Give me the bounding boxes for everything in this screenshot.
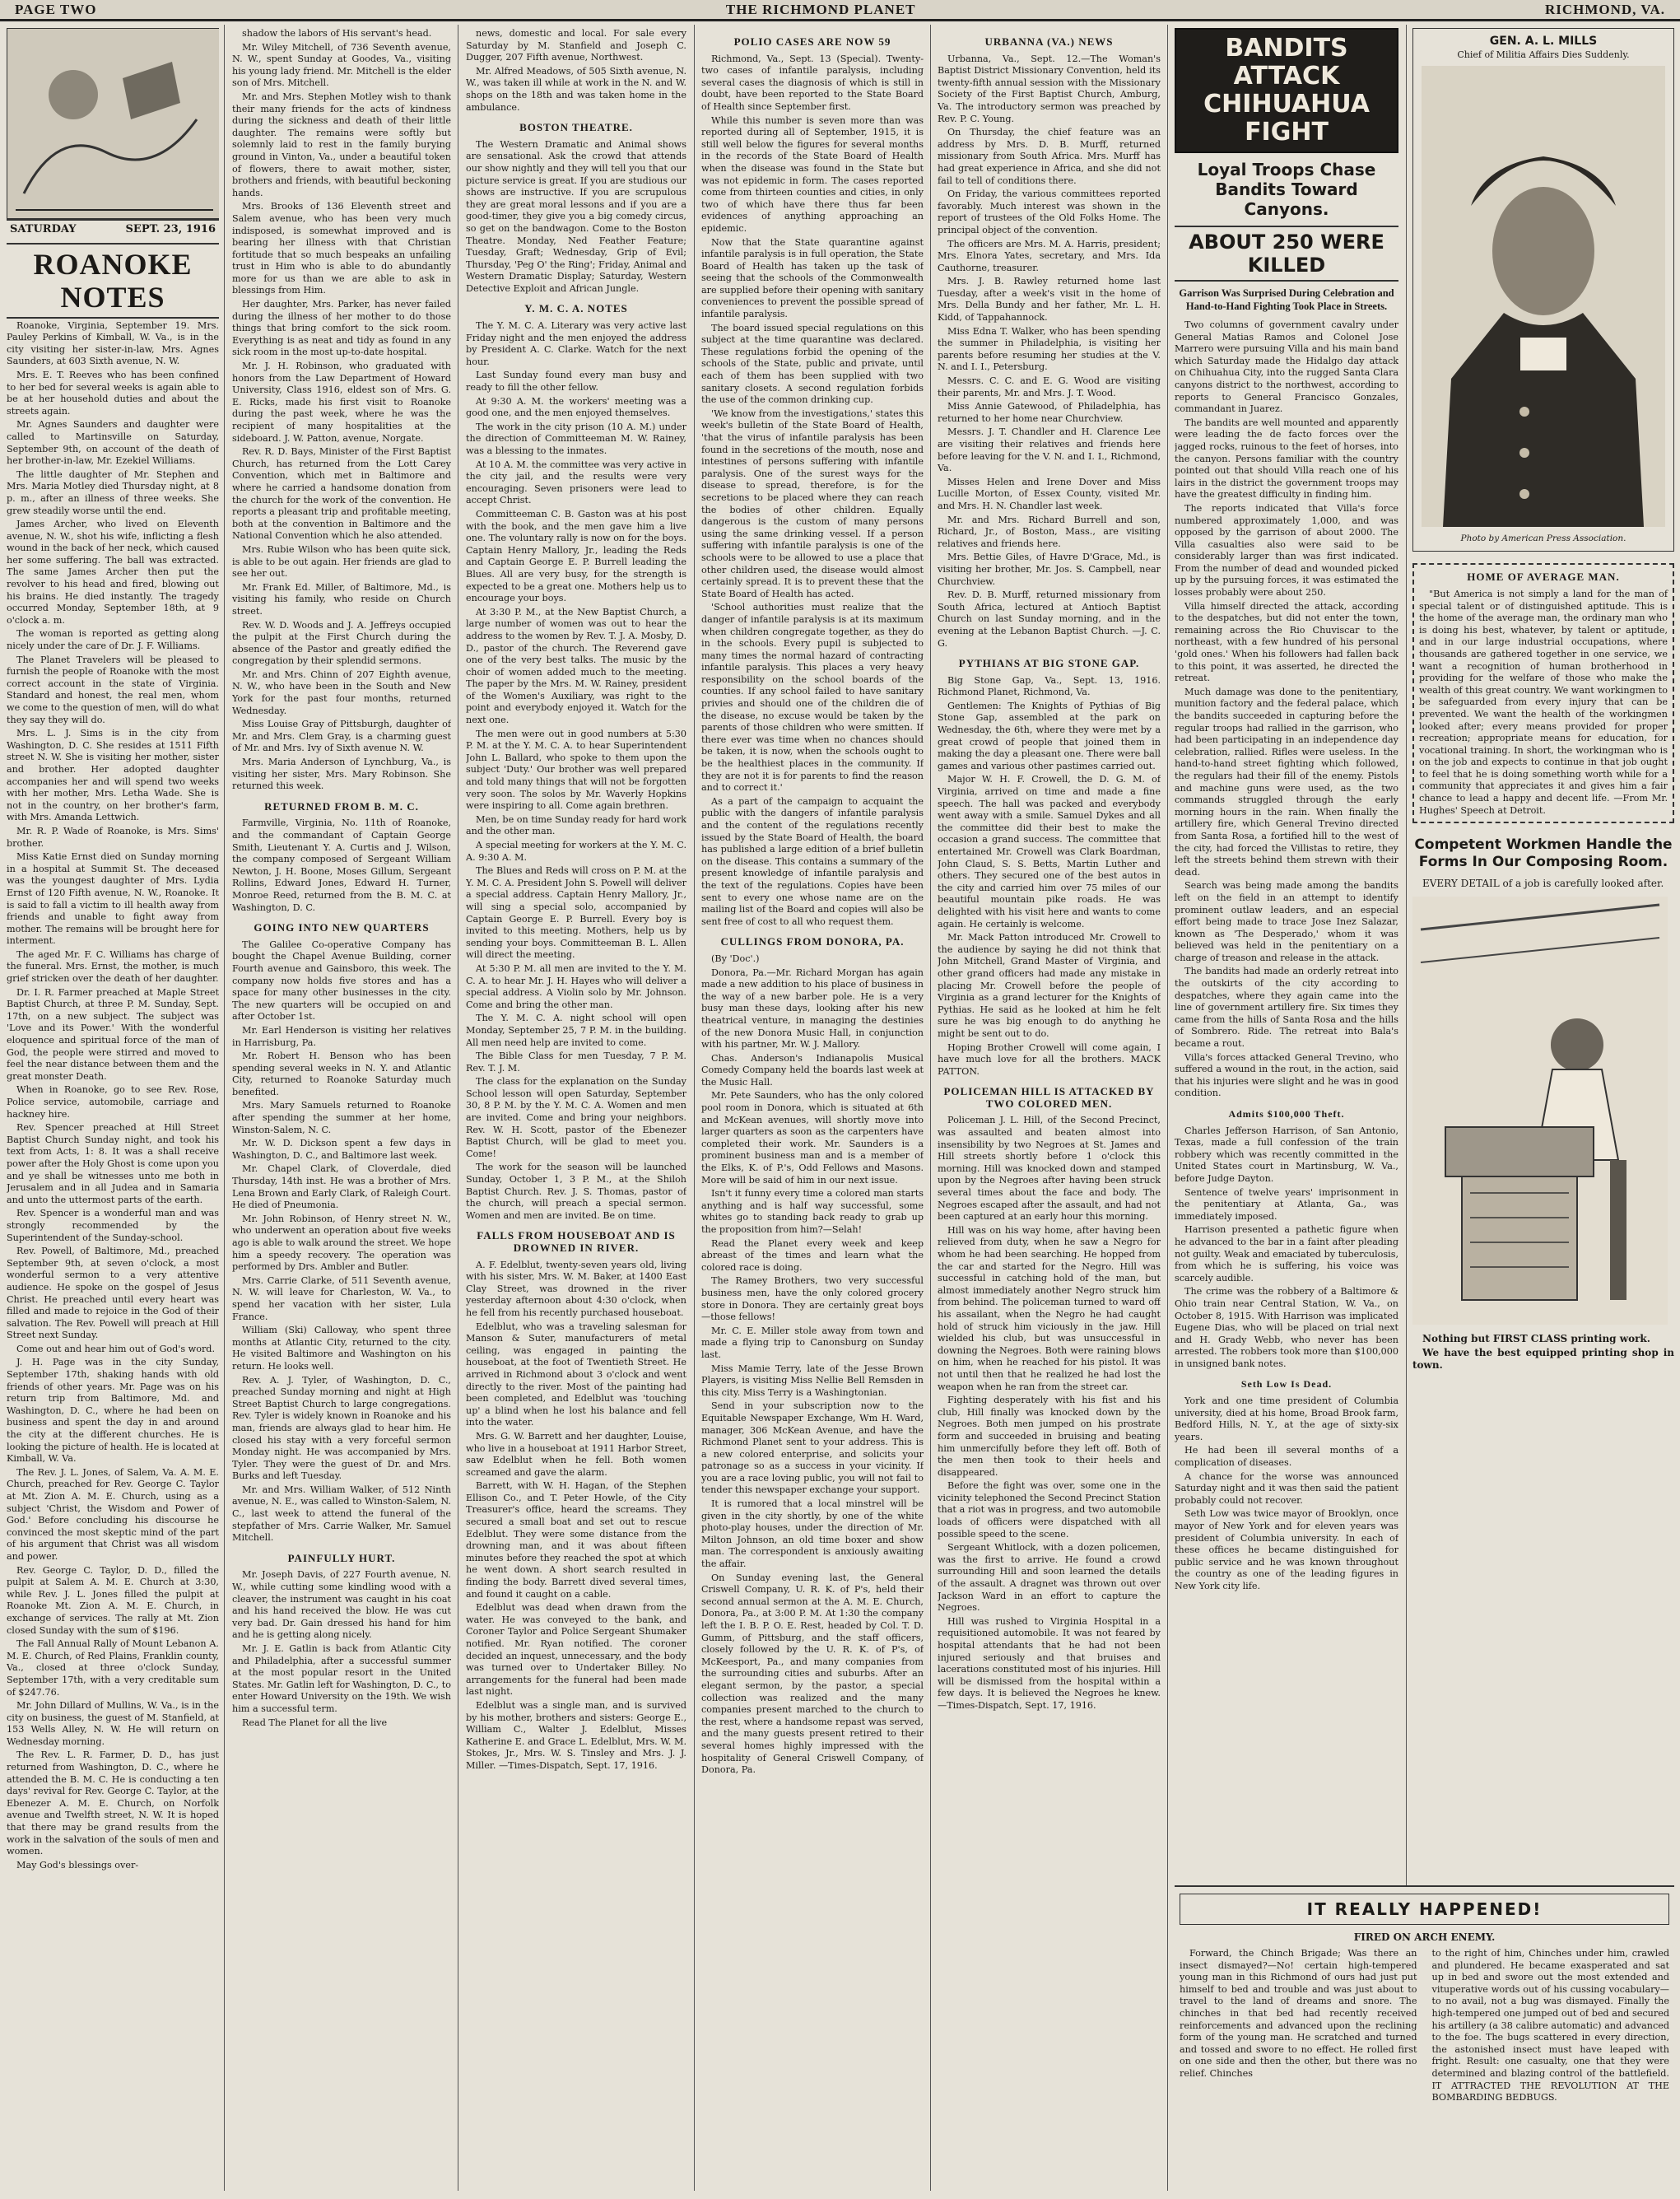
article-paragraph: Mrs. Mary Samuels returned to Roanoke after spending the summer at her home, Winston-Salem, N. C. bbox=[232, 1100, 451, 1135]
article-paragraph: The aged Mr. F. C. Williams has charge of the funeral. Mrs. Ernst, the mother, is much grief stricken over the death of her daughter. bbox=[7, 948, 219, 985]
headline-banner bbox=[1175, 28, 1398, 153]
article-paragraph: On Thursday, the chief feature was an address by Mrs. D. B. Murff, returned missionary from South Africa. Mrs. Murff has had great experience in Africa, and she did not fail to tell of conditions there. bbox=[938, 127, 1161, 186]
article-paragraph: At 10 A. M. the committee was very active in the city jail, and the results were very encouraging. Seven prisoners were lead to accept Christ. bbox=[466, 459, 686, 506]
it-really-happened-subhead: FIRED ON ARCH ENEMY. bbox=[1353, 1931, 1496, 1943]
article-paragraph: Harrison presented a pathetic figure when he advanced to the bar in a faint after pleading not guilty. Weak and emaciated by tuberculosis, from which he is suffering, his voice was scarcely audible. bbox=[1175, 1224, 1398, 1284]
column-1 bbox=[7, 28, 219, 2191]
article-paragraph: Mr. Earl Henderson is visiting her relatives in Harrisburg, Pa. bbox=[232, 1024, 451, 1048]
article-paragraph: Rev. Powell, of Baltimore, Md., preached September 9th, at seven o'clock, a most wonderful sermon to a very attentive audience. He spoke on the gospel of Jesus Christ. He preached until every heart was filled and made to rejoice in the God of their salvation. The Rev. Powell will preach at Hill Street next Sunday. bbox=[7, 1246, 219, 1341]
column-rule bbox=[1167, 25, 1168, 2191]
article-paragraph: Gentlemen: The Knights of Pythias of Big Stone Gap, assembled at the park on Wednesday, the 6th, where they were met by a great crowd of people that joined them in making the day a pleasant one. There were ball games and various other pastimes carried out. bbox=[938, 700, 1161, 771]
article-paragraph: Mrs. Brooks of 136 Eleventh street and Salem avenue, who has been very much indisposed, is somewhat improved and is bearing her illness with that Christian fortitude that so much bespeaks an unfailing trust in Him who is able to do abundantly more for us than we are able to ask in blessings from Him. bbox=[232, 201, 451, 296]
article-paragraph: Mr. Alfred Meadows, of 505 Sixth avenue, N. W., was taken ill while at work in the N. and W. shops on the 18th and was taken home in the ambulance. bbox=[466, 65, 686, 113]
article-paragraph: Read The Planet for all the live bbox=[242, 1717, 388, 1728]
article-paragraph: The Western Dramatic and Animal shows are sensational. Ask the crowd that attends our show nightly and they will tell you that our picture service is great. If you are studious our shows are instructive. If you are scrupulous they are great moral lessons and if you are a good-timer, they give you a big comedy circus, so get on the bandwagon. Come to the Boston Theatre. Monday, Ned Feather Feature; Tuesday, Graft; Wednesday, Grip of Evil; Thursday, 'Peg O' the Ring'; Friday, Animal and Western Dramatic Display; Saturday, Western Detective Exploit and African Jungle. bbox=[466, 138, 686, 294]
home-of-average-man-text: "But America is not simply a land for the man of special talent or of distinguished aptitude. This is the home of the average man, the ordinary man who is doing his best, whatever, by talent or aptitude, and in our large industrial occupations, where thousands are gathered together in one service, we want a recognition of human brotherhood in providing for the welfare of those who make the wealth of this great country. We want workingmen to be safeguarded from every injury that can be prevented. We want the health of the workingmen looked after; every means provided for proper recreation; appropriate means for education, for vocational training. In short, the workingman who is on the job and expects to continue in that job ought to feel that he is doing something worth while for a community that appreciates it and gives him a fair chance to lead a happy and decent life. —From Mr. Hughes' Speech at Detroit. bbox=[1419, 588, 1668, 816]
article-paragraph: Mr. Chapel Clark, of Cloverdale, died Thursday, 14th inst. He was a brother of Mrs. Lena Brown and Early Clark, of Raleigh Court. He died of Pneumonia. bbox=[232, 1163, 451, 1211]
article-paragraph: Hill was rushed to Virginia Hospital in a requisitioned automobile. It was not feared by hospital attendants that he had not been injured seriously and that bruises and lacerations constituted most of his injuries. Hill will be dismissed from the hospital within a few days. It is believed the Negroes he knew. —Times-Dispatch, Sept. 17, 1916. bbox=[938, 1615, 1161, 1711]
column-4-body bbox=[701, 36, 924, 1777]
article-paragraph: Mr. John Dillard of Mullins, W. Va., is in the city on business, the guest of M. Stanfield, at 153 Wells Alley, N. W. He will return on Wednesday morning. bbox=[7, 1700, 219, 1747]
article-headline: CULLINGS FROM DONORA, PA. bbox=[720, 935, 905, 948]
article-paragraph: Mr. Joseph Davis, of 227 Fourth avenue, N. W., while cutting some kindling wood with a cleaver, the instrument was caught in his coat and his hand received the blow. He was cut very bad. Dr. Gain dressed his hand for him and he is getting along nicely. bbox=[232, 1569, 451, 1641]
article-paragraph: Misses Helen and Irene Dover and Miss Lucille Morton, of Essex County, visited Mr. and Mrs. H. N. Chandler last week. bbox=[938, 476, 1161, 511]
print-shop-ad-footer-2: We have the best equipped printing shop in town. bbox=[1412, 1347, 1674, 1371]
column-4 bbox=[701, 28, 924, 2191]
newspaper-name: THE RICHMOND PLANET bbox=[725, 1, 916, 17]
article-paragraph: Search was being made among the bandits left on the field in an attempt to identify prominent outlaw leaders, and an especial effort being made to trace Jose Inez Salazar, known as 'The Desperado,' whom it was believed was held in the penitentiary on a charge of treason and release in the attack. bbox=[1175, 880, 1398, 963]
article-paragraph: The Planet Travelers will be pleased to furnish the people of Roanoke with the most correct account in the state of Virginia. Standard and honest, the real men, whom we come to the question of men, will do what they say they will do. bbox=[7, 654, 219, 725]
article-paragraph: Mr. and Mrs. William Walker, of 512 Ninth avenue, N. E., was called to Winston-Salem, N. C., last week to attend the funeral of the stepfather of Mrs. Carrie Walker, Mr. Samuel Mitchell. bbox=[232, 1484, 451, 1544]
seth-low-article bbox=[1175, 1395, 1398, 1593]
subheadline-2: ABOUT 250 WERE KILLED bbox=[1175, 226, 1398, 282]
article-paragraph: Much damage was done to the penitentiary, munition factory and the federal palace, which the bandits succeeded in capturing before the regular troops had rallied in the garrison, who had been participating in an independence day celebration, rallied. Rifles were useless. In the hand-to-hand street fighting which followed, the regulars had their fill of the enemy. Pistols and machine guns were used, as the two commands struggled through the early morning hours in the rain. When finally the artillery fire, which General Trevino directed from Santa Rosa, a fortified hill to the west of the city, had forced the Villistas to retire, they left the streets behind them strewn with their dead. bbox=[1175, 686, 1398, 878]
article-paragraph: The Rev. J. L. Jones, of Salem, Va. A. M. E. Church, preached for Rev. George C. Taylor at Mt. Zion A. M. E. Church, using as a subject 'Christ, the Wisdom and Power of God.' Before concluding his discourse he convinced the most skeptic mind of the part of his argument that Christ was all wisdom and power. bbox=[7, 1466, 219, 1562]
column-rule bbox=[930, 25, 931, 2191]
article-paragraph: shadow the labors of His servant's head. bbox=[242, 28, 432, 39]
article-headline: PAINFULLY HURT. bbox=[287, 1551, 396, 1564]
article-headline: URBANNA (VA.) NEWS bbox=[984, 35, 1114, 48]
decorative-illustration-icon bbox=[7, 29, 219, 218]
article-paragraph: The Bible Class for men Tuesday, 7 P. M. Rev. T. J. M. bbox=[466, 1051, 686, 1074]
article-paragraph: Mr. Pete Saunders, who has the only colored pool room in Donora, which is situated at 6th and McKean avenues, will shortly move into larger quarters as soon as the carpenters have completed their work. Mr. Saunders is a prominent business man and is a member of the Elks, K. of P.'s, Odd Fellows and Masons. More will be said of him in our next issue. bbox=[701, 1090, 924, 1186]
portrait-title: GEN. A. L. MILLS bbox=[1489, 35, 1598, 48]
it-really-happened-text-left: Forward, the Chinch Brigade; Was there an insect dismayed?—No! certain high-tempered young man in this Richmond of ours had just put himself to bed and trouble and was just about to travel to the land of dreams and snore. The chinches in that bed had recently received reinforcements and advanced upon the reclining form of the young man. He scratched and turned and tossed and swore to no effect. He rolled first on one side and then the other, but there was no relief. Chinches bbox=[1180, 1948, 1417, 2079]
article-paragraph: Edelblut was dead when drawn from the water. He was conveyed to the bank, and Coroner Taylor and Police Sergeant Shumaker notified. Mr. Ryan notified. The coroner decided an inquest, unnecessary, and the body was turned over to Undertaker Billey. No arrangements for the funeral had been made last night. bbox=[466, 1602, 686, 1698]
article-paragraph: On Sunday evening last, the General Criswell Company, U. R. K. of P's, held their second annual sermon at the A. M. E. Church, Donora, Pa., at 3:00 P. M. At 1:30 the company left the I. B. P. O. E. Rest, headed by Col. T. D. Gumm, of Pittsburg, and the staff officers, closely followed by the U. R. K. of P's, of McKeesport, Pa., and many companies from the surrounding cities and suburbs. After an elegant sermon, by the pastor, a special collection was realized and the many companies present marched to the church to the rest, where a handsome repast was served, and the many guests present retired to their several homes highly impressed with the hospitality of General Criswell Company, of Donora, Pa. bbox=[701, 1572, 924, 1776]
seth-low-headline: Seth Low Is Dead. bbox=[1240, 1378, 1333, 1391]
article-paragraph: At 9:30 A. M. the workers' meeting was a good one, and the men enjoyed themselves. bbox=[466, 395, 686, 419]
column-7 bbox=[1412, 28, 1674, 2191]
article-paragraph: Mr. C. E. Miller stole away from town and made a flying trip to Canonsburg on Sunday last. bbox=[701, 1325, 924, 1360]
article-paragraph: Miss Mamie Terry, late of the Jesse Brown Players, is visiting Miss Nellie Bell Remsden in this city. Miss Terry is a Washingtonian. bbox=[701, 1363, 924, 1398]
article-paragraph: Come out and hear him out of God's word. bbox=[16, 1343, 216, 1354]
article-paragraph: The officers are Mrs. M. A. Harris, president; Mrs. Elnora Yates, secretary, and Mrs. Ida Cauthorne, treasurer. bbox=[938, 238, 1161, 273]
article-paragraph: Mrs. J. B. Rawley returned home last Tuesday, after a week's visit in the home of Mrs. Della Bundy and her father, Mr. L. H. Kidd, of Tappahannock. bbox=[938, 276, 1161, 324]
article-paragraph: Rev. W. D. Woods and J. A. Jeffreys occupied the pulpit at the First Church during the absence of the Pastor and greatly edified the congregation by their splendid sermons. bbox=[232, 619, 451, 667]
article-paragraph: The Fall Annual Rally of Mount Lebanon A. M. E. Church, of Red Plains, Franklin county, Va., closed at three o'clock Sunday, September 17th, with a very creditable sum of $247.76. bbox=[7, 1638, 219, 1698]
article-paragraph: Roanoke, Virginia, September 19. Mrs. Pauley Perkins of Kimball, W. Va., is in the city visiting her sister-in-law, Mrs. Agnes Saunders, at 603 Sixth avenue, N. W. bbox=[7, 319, 219, 367]
dateline bbox=[7, 219, 219, 238]
article-paragraph: Sergeant Whitlock, with a dozen policemen, was the first to arrive. He found a crowd surrounding Hill and soon learned the details of the assault. A dragnet was thrown out over Jackson Ward in an effort to capture the Negroes. bbox=[938, 1542, 1161, 1614]
print-shop-ad bbox=[1412, 836, 1674, 1371]
column-rule bbox=[1406, 25, 1407, 2191]
article-paragraph: Her daughter, Mrs. Parker, has never failed during the illness of her mother to do those things that bring comfort to the sick room. Everything is as neat and tidy as found in any sick room in the most up-to-date hospital. bbox=[232, 299, 451, 358]
article-paragraph: The bandits had made an orderly retreat into the outskirts of the city according to despatches, where they again came into the line of government artillery fire. Six times they came from the hills of Santa Rosa and the hills of Sombrero. Ride. The retreat into Bala's became a rout. bbox=[1175, 966, 1398, 1050]
article-paragraph: The little daughter of Mr. Stephen and Mrs. Maria Motley died Thursday night, at 8 p. m., after an illness of three weeks. She grew steadily worse until the end. bbox=[7, 468, 219, 516]
article-paragraph: Edelblut, who was a traveling salesman for Manson & Suter, manufacturers of metal ceiling, was engaged in painting the houseboat, at the foot of Twentieth Street. He arrived in Richmond about 3 o'clock and went directly to the river. Most of the painting had been completed, and Edelblut was 'touching up' a blind when he lost his balance and fell into the water. bbox=[466, 1321, 686, 1428]
article-paragraph: He had been ill several months of a complication of diseases. bbox=[1175, 1445, 1398, 1469]
article-paragraph: Mrs. Carrie Clarke, of 511 Seventh avenue, N. W. will leave for Charleston, W. Va., to spend her vacation with her sister, Lula France. bbox=[232, 1274, 451, 1322]
portrait-photo-icon bbox=[1422, 66, 1665, 527]
article-paragraph: Sentence of twelve years' imprisonment in the penitentiary at Atlanta, Ga., was immediately imposed. bbox=[1175, 1186, 1398, 1222]
article-headline: RETURNED FROM B. M. C. bbox=[264, 799, 419, 813]
article-paragraph: Messrs. J. T. Chandler and H. Clarence Lee are visiting their relatives and friends here before leaving for the V. N. and I. I., Richmond, Va. bbox=[938, 426, 1161, 474]
home-of-average-man-headline: HOME OF AVERAGE MAN. bbox=[1467, 571, 1620, 584]
article-paragraph: Now that the State quarantine against infantile paralysis is in full operation, the State Board of Health has taken up the task of seeing that the schools of the Commonwealth are supplied before their opening with sanitary conveniences to prevent the possible spread of infantile paralysis. bbox=[701, 236, 924, 320]
column-5-body bbox=[938, 36, 1161, 1712]
article-paragraph: Mr. and Mrs. Stephen Motley wish to thank their many friends for the acts of kindness during the sickness and death of their little daughter. The remains were softly but solemnly laid to rest in the family burying ground in Vinton, Va., under a beautiful token of flowers, there to await mother, sister, brothers and friends, with beautiful beckoning hands. bbox=[232, 91, 451, 198]
column-1-body bbox=[7, 320, 219, 1872]
article-paragraph: Rev. Spencer preached at Hill Street Baptist Church Sunday night, and took his text from Acts, 1: 8. It was a shall receive power after the Holy Ghost is come upon you and ye shall be witnesses unto me both in Jerusalem and in all Judea and in Samaria and unto the uttermost parts of the earth. bbox=[7, 1122, 219, 1205]
portrait-box bbox=[1412, 28, 1674, 552]
article-paragraph: As a part of the campaign to acquaint the public with the dangers of infantile paralysis and the content of the regulations recently issued by the State Board of Health, the board has published a large edition of a brief bulletin on the disease. This contains a summary of the present knowledge of infantile paralysis and the text of the regulations. Copies have been sent to every one whose name are on the mailing list of the Board and copies will also be sent free of cost to all who request them. bbox=[701, 795, 924, 927]
article-paragraph: Mrs. L. J. Sims is in the city from Washington, D. C. She resides at 1511 Fifth street N. W. She is visiting her mother, sister and brother. Her adopted daughter accompanies her and will spend two weeks with her mother, Mrs. Letha Wade. She is not in the country, on her brother's farm, with Mrs. Amanda Lettwich. bbox=[7, 728, 219, 823]
article-paragraph: Mrs. G. W. Barrett and her daughter, Louise, who live in a houseboat at 1911 Harbor Street, saw Edelblut when he fell. Both women screamed and gave the alarm. bbox=[466, 1430, 686, 1478]
article-paragraph: Hoping Brother Crowell will come again, I have much love for all the brothers. MACK PATTON. bbox=[938, 1041, 1161, 1077]
article-paragraph: Mr. J. E. Gatlin is back from Atlantic City and Philadelphia, after a successful summer at the most popular resort in the United States. Mr. Gatlin left for Washington, D. C., to enter Howard University on the 19th. We wish him a successful term. bbox=[232, 1643, 451, 1714]
article-paragraph: Mrs. Bettie Giles, of Havre D'Grace, Md., is visiting her brother, Mr. Jos. S. Campbell, near Churchview. bbox=[938, 552, 1161, 587]
article-paragraph: A special meeting for workers at the Y. M. C. A. 9:30 A. M. bbox=[466, 840, 686, 863]
article-paragraph: It is rumored that a local minstrel will be given in the city shortly, by one of the white photo-play houses, under the direction of Mr. Milton Johnson, an old time boxer and show man. The correspondent is anxiously awaiting the affair. bbox=[701, 1498, 924, 1570]
article-paragraph: Fighting desperately with his fist and his club, Hill finally was knocked down by the Negroes. Both men jumped on his prostrate form and succeeded in bruising and beating him unmercifully before they left off. Both of the men then took to their heels and disappeared. bbox=[938, 1395, 1161, 1478]
column-6-body bbox=[1175, 319, 1398, 1100]
article-headline: Y. M. C. A. NOTES bbox=[524, 302, 628, 315]
article-paragraph: Mr. Agnes Saunders and daughter were called to Martinsville on Saturday, September 9th, on account of the death of her brother-in-law, Mr. Ezekiel Williams. bbox=[7, 419, 219, 467]
article-paragraph: Major W. H. F. Crowell, the D. G. M. of Virginia, arrived on time and made a fine speech. The hall was packed and everybody went away with a smile. Samuel Dykes and all the committee did their best to make the occasion a grand success. The committee that entertained Mr. Crowell was Clark Boardman, John Claud, S. S. Betts, Martin Luther and others. They secured one of the best autos in the city and carried him over 75 miles of our beautiful mountain pike roads. He was delighted with his visit here and wants to come again. He certainly is welcome. bbox=[938, 774, 1161, 929]
article-paragraph: At 5:30 P. M. all men are invited to the Y. M. C. A. to hear Mr. J. H. Hayes who will deliver a special address. A Violin solo by Mr. Johnson. Come and bring the other man. bbox=[466, 962, 686, 1010]
article-paragraph: Mrs. E. T. Reeves who has been confined to her bed for several weeks is again able to be at her household duties and about the streets again. bbox=[7, 369, 219, 417]
article-paragraph: Charles Jefferson Harrison, of San Antonio, Texas, made a full confession of the train robbery which was recently committed in the United States court in Martinsburg, W. Va., before Judge Dayton. bbox=[1175, 1125, 1398, 1184]
article-paragraph: Miss Louise Gray of Pittsburgh, daughter of Mr. and Mrs. Clem Gray, is a charming guest of Mr. and Mrs. Ivy of Sixth avenue N. W. bbox=[232, 719, 451, 754]
article-paragraph: Mr. Wiley Mitchell, of 736 Seventh avenue, N. W., spent Sunday at Goodes, Va., visiting his young lady friend. Mr. Mitchell is the elder son of Mrs. Mitchell. bbox=[232, 41, 451, 89]
article-paragraph: (By 'Doc'.) bbox=[711, 953, 760, 964]
article-paragraph: Edelblut was a single man, and is survived by his mother, brothers and sisters: George E., William C., Walter J. Edelblut, Misses Katherine E. and Grace L. Edelblut, Mrs. W. M. Stokes, Jr., Mrs. W. S. Tinsley and Mrs. J. J. Miller. —Times-Dispatch, Sept. 17, 1916. bbox=[466, 1699, 686, 1771]
article-paragraph: Rev. R. D. Bays, Minister of the First Baptist Church, has returned from the Lott Carey Convention, which met in Baltimore and where he carried a handsome donation from the church for the work of the convention. He reports a pleasant trip and profitable meeting, both at the convention in Baltimore and the National Convention which he also attended. bbox=[232, 446, 451, 542]
photo-credit: Photo by American Press Association. bbox=[1460, 533, 1626, 543]
article-headline: POLICEMAN HILL IS ATTACKED BY TWO COLORED MEN. bbox=[943, 1085, 1155, 1110]
article-paragraph: Isn't it funny every time a colored man starts anything and is half way successful, some whites go to standing back ready to grab up the proposition from him?—Selah! bbox=[701, 1188, 924, 1235]
article-paragraph: Mrs. Rubie Wilson who has been quite sick, is able to be out again. Her friends are glad to see her out. bbox=[232, 543, 451, 580]
article-paragraph: Rev. A. J. Tyler, of Washington, D. C., preached Sunday morning and night at High Street Baptist Church to large congregations. Rev. Tyler is widely known in Roanoke and his man, friends are always glad to hear him. He closed his stay with a very forceful sermon Monday night. He was accompanied by Mrs. Tyler. They were the guest of Dr. and Mrs. Burks and left Tuesday. bbox=[232, 1374, 451, 1482]
article-paragraph: The crime was the robbery of a Baltimore & Ohio train near Central Station, W. Va., on October 8, 1915. With Harrison was implicated Eugene Dias, who will be placed on trial next and H. Grady Webb, who never has been arrested. The robbers took more than $100,000 in unsigned bank notes. bbox=[1175, 1286, 1398, 1369]
article-paragraph: Messrs. C. C. and E. G. Wood are visiting their parents, Mr. and Mrs. J. T. Wood. bbox=[938, 375, 1161, 398]
article-paragraph: Mr. Mack Patton introduced Mr. Crowell to the audience by saying he did not think that John Mitchell, Grand Master of Virginia, and other grand officers had made any mistake in placing Mr. Crowell before the people of Virginia as a grand lecturer for the Knights of Pythias. He said as he looked at him he felt sure he was big enough to do anything he might be sent out to do. bbox=[938, 932, 1161, 1039]
article-paragraph: While this number is seven more than was reported during all of September, 1915, it is still well below the figures for several months in the records of the State Board of Health when the disease was found in the State but was not epidemic in form. The cases reported come from thirteen counties and cities, in only two of which have there thus far been evidences of anything approaching an epidemic. bbox=[701, 114, 924, 234]
article-paragraph: Men, be on time Sunday ready for hard work and the other man. bbox=[466, 813, 686, 837]
article-paragraph: Urbanna, Va., Sept. 12.—The Woman's Baptist District Missionary Convention, held its twenty-fifth annual session with the Missionary Society of the First Baptist Church, Amburg, Va. The introductory sermon was preached by Rev. P. C. Young. bbox=[938, 53, 1161, 124]
article-paragraph: Miss Edna T. Walker, who has been spending the summer in Philadelphia, is visiting her parents before resuming her studies at the V. N. and I. I., Petersburg. bbox=[938, 325, 1161, 373]
column-2 bbox=[232, 28, 451, 2191]
article-paragraph: The Y. M. C. A. night school will open Monday, September 25, 7 P. M. in the building. All men need help are invited to come. bbox=[466, 1013, 686, 1048]
column-rule bbox=[224, 25, 225, 2191]
column-5 bbox=[938, 28, 1161, 2191]
article-paragraph: The woman is reported as getting along nicely under the care of Dr. J. F. Williams. bbox=[7, 628, 219, 652]
masthead-location: RICHMOND, VA. bbox=[1544, 1, 1665, 17]
article-paragraph: Read the Planet every week and keep abreast of the times and learn what the colored race is doing. bbox=[701, 1237, 924, 1273]
print-shop-ad-text: EVERY DETAIL of a job is carefully looked after. bbox=[1422, 878, 1664, 890]
article-paragraph: William (Ski) Calloway, who spent three months at Atlantic City, returned to the city. He visited Baltimore and Washington on his return. He looks well. bbox=[232, 1325, 451, 1372]
it-really-happened-headline: IT REALLY HAPPENED! bbox=[1180, 1894, 1669, 1925]
article-paragraph: The bandits are well mounted and apparently were leading the de facto forces over the jagged rocks, ruinous to the feet of horses, into the canyon. Persons familiar with the country pointed out that should Villa reach one of his lairs in the district the government troops may have the greatest difficulty in finding him. bbox=[1175, 417, 1398, 501]
article-paragraph: Rev. George C. Taylor, D. D., filled the pulpit at Salem A. M. E. Church at 3:30, while Rev. J. L. Jones filled the pulpit at Roanoke Mt. Zion A. M. E. Church, in exchange of services. The rally at Mt. Zion closed Sunday with the sum of $196. bbox=[7, 1564, 219, 1636]
article-paragraph: Mr. John Robinson, of Henry street N. W., who underwent an operation about five weeks ago is able to walk around the street. We hope him a speedy recovery. The operation was performed by Drs. Ambler and Butler. bbox=[232, 1213, 451, 1273]
it-really-happened-text-right: to the right of him, Chinches under him, crawled and plundered. He became exasperated and sat up in bed and swore out the most extended and vituperative words out of his cussing vocabulary—to no avail, not a bug was dismayed. Finally the high-tempered one jumped out of bed and secured his artillery (a 38 calibre automatic) and advanced to the foe. The bugs scattered in every direction, the astonished insect must have leaped with fright. Result: one casualty, one that they were determined and blazing control of the battlefield. IT ATTRACTED THE REVOLUTION AT THE BOMBARDING BEDBUGS. bbox=[1431, 1948, 1669, 2103]
home-of-average-man-box bbox=[1412, 563, 1674, 823]
column-rule bbox=[694, 25, 695, 2191]
column-3 bbox=[466, 28, 686, 2191]
article-paragraph: Mr. and Mrs. Chinn of 207 Eighth avenue, N. W., who have been in the South and New York for the past four months, returned Wednesday. bbox=[232, 669, 451, 716]
article-paragraph: Mr. Frank Ed. Miller, of Baltimore, Md., is visiting his family, who reside on Church street. bbox=[232, 581, 451, 617]
theft-article bbox=[1175, 1125, 1398, 1371]
article-paragraph: On Friday, the various committees reported favorably. Much interest was shown in the report of trustees of the Old Folks Home. The principal object of the convention. bbox=[938, 189, 1161, 235]
portrait-caption: Chief of Militia Affairs Dies Suddenly. bbox=[1457, 49, 1630, 60]
article-paragraph: A. F. Edelblut, twenty-seven years old, living with his sister, Mrs. W. M. Baker, at 1400 East Clay Street, was drowned in the river yesterday afternoon about 4:30 o'clock, when he fell from his recently purchased houseboat. bbox=[466, 1259, 686, 1318]
article-paragraph: The work in the city prison (10 A. M.) under the direction of Committeeman M. W. Rainey, was a blessing to the inmates. bbox=[466, 421, 686, 456]
article-headline: BOSTON THEATRE. bbox=[519, 121, 633, 134]
article-paragraph: The Rev. L. R. Farmer, D. D., has just returned from Washington, D. C., where he attended the B. M. C. He is conducting a ten days' revival for Rev. George C. Taylor, at the Ebenezer A. M. E. Church, on Norfolk avenue and Twelfth street, N. W. It is hoped that there may be grand results from the work in the salvation of the souls of men and women. bbox=[7, 1749, 219, 1857]
article-paragraph: Miss Katie Ernst died on Sunday morning in a hospital at Summit St. The deceased was the youngest daughter of Mrs. Lydia Ernst of 120 Fifth avenue, N. W., Roanoke. It is said to fall a victim to ill health away from friends and unable to fight away from mother. The remains will be brought here for interment. bbox=[7, 851, 219, 947]
article-paragraph: York and one time president of Columbia university, died at his home, Broad Brook farm, Bedford Hills, N. Y., at the age of sixty-six years. bbox=[1175, 1395, 1398, 1442]
article-paragraph: Chas. Anderson's Indianapolis Musical Comedy Company held the boards last week at the Music Hall. bbox=[701, 1052, 924, 1088]
banner-line-1: BANDITS ATTACK bbox=[1225, 34, 1348, 91]
banner-line-2: CHIHUAHUA FIGHT bbox=[1203, 90, 1370, 147]
article-paragraph: Mr. W. D. Dickson spent a few days in Washington, D. C., and Baltimore last week. bbox=[232, 1138, 451, 1161]
article-paragraph: Villa's forces attacked General Trevino, who suffered a wound in the rout, in the action, said that his injuries were slight and he was in good condition. bbox=[1175, 1051, 1398, 1099]
article-paragraph: Donora, Pa.—Mr. Richard Morgan has again made a new addition to his place of business in the way of a new barber pole. He is a very busy man these days, looking after his new theatrical venture, in managing the destinies of the new Donora Music Hall, in conjunction with his partner, Mr. W. J. Mallory. bbox=[701, 967, 924, 1051]
article-paragraph: Two columns of government cavalry under General Matias Ramos and Colonel Jose Marrero were pursuing Villa and his main band which Saturday made the Hidalgo day attack on Chihuahua City, into the rugged Santa Clara canyons district to the northwest, according to reports to General Francisco Gonzales, commandant in Juarez. bbox=[1175, 319, 1398, 415]
it-really-happened-body bbox=[1175, 1948, 1674, 2104]
article-paragraph: May God's blessings over- bbox=[16, 1859, 139, 1871]
print-shop-ad-headline: Competent Workmen Handle the Forms In Our Composing Room. bbox=[1414, 836, 1673, 871]
article-paragraph: At 3:30 P. M., at the New Baptist Church, a large number of women was out to hear the address to the women by Rev. T. J. A. Mosby, D. D., pastor of the church. The Reverend gave one of the very best talks. The music by the choir of women added much to the meeting. The paper by the Mrs. M. W. Rainey, president of the Women's Auxiliary, was right to the point and everybody enjoyed it. Watch for the next one. bbox=[466, 606, 686, 726]
article-paragraph: Rev. D. B. Murff, returned missionary from South Africa, lectured at Antioch Baptist Church on last Sunday morning, and in the evening at the Lebanon Baptist Church. —J. C. G. bbox=[938, 589, 1161, 649]
article-paragraph: Farmville, Virginia, No. 11th of Roanoke, and the commandant of Captain George Smith, Lieutenant Y. A. Curtis and J. Wilson, the company composed of Sergeant William Newton, J. H. Boone, Moses Gillum, Sergeant Rollins, Edward Jones, Edward H. Turner, Monroe Reed, returned from the B. M. C. at Washington, D. C. bbox=[232, 818, 451, 913]
article-paragraph: 'We know from the investigations,' states this week's bulletin of the State Board of Health, 'that the virus of infantile paralysis has been found in the secretions of the mouth, nose and intestines of persons suffering with infantile paralysis. One of the surest ways for the disease to spread, therefore, is for the secretions to be placed where they can reach the bodies of other children. Equally dangerous is the custom of many persons using the same drinking vessel. If a person suffering with infantile paralysis is one of the schools were to be allowed to use a place that other children used, the disease would almost certainly spread. It is to prevent these that the State Board of Health has acted. bbox=[701, 408, 924, 599]
article-paragraph: When in Roanoke, go to see Rev. Rose, Police service, automobile, carriage and hackney hire. bbox=[7, 1084, 219, 1120]
article-paragraph: The Blues and Reds will cross on P. M. at the Y. M. C. A. President John S. Powell will deliver a special address. Captain Henry Mallory, Jr., will sing a special solo, accompanied by Captain George E. P. Burrell. Every boy is invited to this meeting. Mothers, help us by sending your boys. Committeeman B. L. Allen will direct the meeting. bbox=[466, 865, 686, 961]
dateline-day: SATURDAY bbox=[10, 223, 77, 235]
article-paragraph: The Galilee Co-operative Company has bought the Chapel Avenue Building, corner Fourth avenue and Gainsboro, this week. The company now holds five stores and has a space for many other businesses in the city. The new quarters will be occupied on and after October 1st. bbox=[232, 939, 451, 1023]
subheadline-1: Loyal Troops Chase Bandits Toward Canyons. bbox=[1197, 160, 1376, 219]
corner-illustration bbox=[7, 28, 219, 219]
article-paragraph: Send in your subscription now to the Equitable Newspaper Exchange, Wm H. Ward, manager, 306 McKean Avenue, and have the Richmond Planet sent to your address. This is a new colored enterprise, and solicits your patronage so as a success in your vicinity. If you are a race loving public, you will not fail to tender this newspaper exchange your support. bbox=[701, 1400, 924, 1496]
article-paragraph: The Ramey Brothers, two very successful business men, have the only colored grocery store in Donora. They are certainly great boys—those fellows! bbox=[701, 1275, 924, 1323]
article-paragraph: 'School authorities must realize that the danger of infantile paralysis is at its maximum when children congregate together, as they do in the schools. Every pupil is subjected to many times the normal hazard of contracting infantile paralysis. This places a very heavy responsibility on the school boards of the counties. If any school failed to have sanitary privies and should one of the children die of the disease, no excuse would be taken by the parents of those children who were smitten. If there ever was time when no chances should be taken, it is now, when the schools ought to be the healthiest places in the community. If they are not it is for parents to find the reason and to correct it.' bbox=[701, 602, 924, 794]
article-paragraph: Mr. and Mrs. Richard Burrell and son, Richard, Jr., of Boston, Mass., are visiting relatives and friends here. bbox=[938, 514, 1161, 549]
article-headline: POLIO CASES ARE NOW 59 bbox=[733, 35, 891, 48]
article-paragraph: The class for the explanation on the Sunday School lesson will open Saturday, September 30, 8 P. M. by the Y. M. C. A. Women and men are invited. Come and bring your neighbors. Rev. W. H. Scott, pastor of the Ebenezer Baptist Church, will be glad to meet you. Come! bbox=[466, 1076, 686, 1159]
article-paragraph: Rev. Spencer is a wonderful man and was strongly recommended by the Superintendent of the Sunday-school. bbox=[7, 1208, 219, 1243]
page-number: PAGE TWO bbox=[15, 1, 97, 17]
column-3-body bbox=[466, 28, 686, 1773]
article-paragraph: The board issued special regulations on this subject at the time quarantine was declared. These regulations forbid the opening of the schools of the State, public and private, until each of them has been supplied with two sanitary closets. A second regulation forbids the use of the common drinking cup. bbox=[701, 322, 924, 406]
theft-headline: Admits $100,000 Theft. bbox=[1228, 1108, 1345, 1120]
print-shop-ad-footer-1: Nothing but FIRST CLASS printing work. bbox=[1422, 1333, 1650, 1345]
article-paragraph: Mrs. Maria Anderson of Lynchburg, Va., is visiting her sister, Mrs. Mary Robinson. She returned this week. bbox=[232, 757, 451, 792]
article-paragraph: The men were out in good numbers at 5:30 P. M. at the Y. M. C. A. to hear Superintendent John L. Ballard, who spoke to them upon the subject 'Duty.' Our brother was well prepared and told many things that will not be forgotten very soon. The solos by Mr. Waverly Hopkins were inspiring to all. Come again brethren. bbox=[466, 728, 686, 812]
article-paragraph: Seth Low was twice mayor of Brooklyn, once mayor of New York and for eleven years was president of Columbia university. In each of these offices he became distinguished for public service and he was known throughout the country as one of the leading figures in New York city life. bbox=[1175, 1508, 1398, 1591]
article-paragraph: A chance for the worse was announced Saturday night and it was then said the patient probably could not recover. bbox=[1175, 1470, 1398, 1506]
article-paragraph: Richmond, Va., Sept. 13 (Special). Twenty-two cases of infantile paralysis, including several cases the diagnosis of which is still in doubt, have been reported to the State Board of Health since September first. bbox=[701, 53, 924, 112]
article-paragraph: Before the fight was over, some one in the vicinity telephoned the Second Precinct Station that a riot was in progress, and two automobile loads of officers were dispatched with all possible speed to the scene. bbox=[938, 1480, 1161, 1540]
article-paragraph: Committeeman C. B. Gaston was at his post with the book, and the men gave him a live one. The voluntary rally is now on for the boys. Captain Henry Mallory, Jr., leading the Reds and Captain George E. P. Burrell leading the Blues. All are very busy, for the strength is expected to be a great one. Mothers help us to encourage your boys. bbox=[466, 508, 686, 604]
article-paragraph: Mr. Robert H. Benson who has been spending several weeks in N. Y. and Atlantic City, returned to Roanoke Saturday much benefited. bbox=[232, 1051, 451, 1097]
article-paragraph: news, domestic and local. For sale every Saturday by M. Stanfield and Joseph C. Dugger, 207 Fifth avenue, Northwest. bbox=[466, 28, 686, 63]
article-headline: GOING INTO NEW QUARTERS bbox=[254, 921, 430, 934]
column-2-body bbox=[232, 28, 451, 1729]
article-paragraph: James Archer, who lived on Eleventh avenue, N. W., shot his wife, inflicting a flesh wound in the back of her neck, which caused her some suffering. The ball was extracted. The same James Archer then put the revolver to his head and fired, blowing out his brains. He died instantly. The tragedy occurred Monday, September 18th, at 9 o'clock a. m. bbox=[7, 519, 219, 626]
article-headline: FALLS FROM HOUSEBOAT AND IS DROWNED IN RIVER. bbox=[477, 1229, 676, 1254]
article-paragraph: The Y. M. C. A. Literary was very active last Friday night and the men enjoyed the address by President A. C. Clarke. Watch for the next hour. bbox=[466, 320, 686, 367]
article-headline: PYTHIANS AT BIG STONE GAP. bbox=[958, 657, 1140, 670]
article-paragraph: The reports indicated that Villa's force numbered approximately 1,000, and was opposed by the garrison of about 2000. The Villa casualties also were said to be considerably larger than was first indicated. From the number of dead and wounded picked up by the pursuing forces, it was estimated the losses probably were about 250. bbox=[1175, 502, 1398, 599]
article-paragraph: Mr. R. P. Wade of Roanoke, is Mrs. Sims' brother. bbox=[7, 825, 219, 849]
section-title-roanoke-notes: ROANOKE NOTES bbox=[7, 243, 219, 319]
article-paragraph: Mr. J. H. Robinson, who graduated with honors from the Law Department of Howard University, Class 1916, eldest son of Mrs. G. E. Ricks, made his first visit to Roanoke during the past week, where he was the recipient of many hospitalities at the sideboard. J. W. Patton, avenue, Norgate. bbox=[232, 361, 451, 444]
article-paragraph: The work for the season will be launched Sunday, October 1, 3 P. M., at the Shiloh Baptist Church. Rev. J. S. Thomas, pastor of the church, will preach a special sermon. Women and men are invited. Be on time. bbox=[466, 1162, 686, 1221]
it-really-happened-article bbox=[1175, 1885, 1674, 2192]
dateline-date: SEPT. 23, 1916 bbox=[125, 223, 216, 235]
subheadline-3: Garrison Was Surprised During Celebration and Hand-to-Hand Fighting Took Place in Streets. bbox=[1179, 287, 1394, 312]
article-paragraph: Dr. I. R. Farmer preached at Maple Street Baptist Church, at three P. M. Sunday, Sept. 17th, on a new subject. The subject was 'Love and its Power.' With the wonderful eloquence and spiritual force of the man of God, the people were stirred and moved to feel the near distance between them and the great monster Death. bbox=[7, 986, 219, 1082]
article-paragraph: Miss Annie Gatewood, of Philadelphia, has returned to her home near Churchview. bbox=[938, 401, 1161, 424]
compositor-illustration-icon bbox=[1412, 897, 1668, 1325]
masthead bbox=[0, 0, 1680, 21]
article-paragraph: Barrett, with W. H. Hagan, of the Stephen Ellison Co., and T. Peter Howle, of the City Treasurer's office, heard the screams. They secured a small boat and set out to rescue Edelblut. They were some distance from the drowning man, and it was about fifteen minutes before they reached the spot at which he went down. A short search resulted in finding the body. Barrett dived several times, and found it caught on a cable. bbox=[466, 1480, 686, 1600]
article-paragraph: Policeman J. L. Hill, of the Second Precinct, was assaulted and beaten almost into insensibility by two Negroes at St. James and Hill streets shortly before 1 o'clock this morning. Hill was knocked down and stamped upon by the Negroes after having been struck several times about the face and body. The Negroes escaped after the assault, and had not been captured at an early hour this morning. bbox=[938, 1115, 1161, 1223]
article-paragraph: J. H. Page was in the city Sunday, September 17th, shaking hands with old friends of other years. Mr. Page was on his return trip from Baltimore, Md. and Washington, D. C., where he had been on business and spent the day in and around the city at the different churches. He is looking the picture of health. He is located at Kimball, W. Va. bbox=[7, 1357, 219, 1465]
article-paragraph: Villa himself directed the attack, according to the despatches, but did not enter the town, remaining across the Rio Chuviscar to the northeast, with a few hundred of his personal 'gold ones.' When his followers had fallen back to this point, it was asserted, he directed the retreat. bbox=[1175, 600, 1398, 684]
article-paragraph: Big Stone Gap, Va., Sept. 13, 1916. Richmond Planet, Richmond, Va. bbox=[938, 674, 1161, 698]
article-paragraph: Hill was on his way home, after having been relieved from duty, when he saw a Negro for whom he had been searching. He hopped from the car and started for the Negro. Hill was successful in catching hold of the man, but almost immediately another Negro struck him from behind. The policeman turned to ward off his assailant, when the Negro he had caught hold of struck him viciously in the jaw. Hill wielded his club, but was unsuccessful in downing the Negroes. Both were raining blows on him, when he reached for his pistol. It was not until then that he realized he had lost the weapon when he ran from the street car. bbox=[938, 1224, 1161, 1392]
article-paragraph: Last Sunday found every man busy and ready to fill the other fellow. bbox=[466, 370, 686, 394]
column-6 bbox=[1175, 28, 1398, 2191]
